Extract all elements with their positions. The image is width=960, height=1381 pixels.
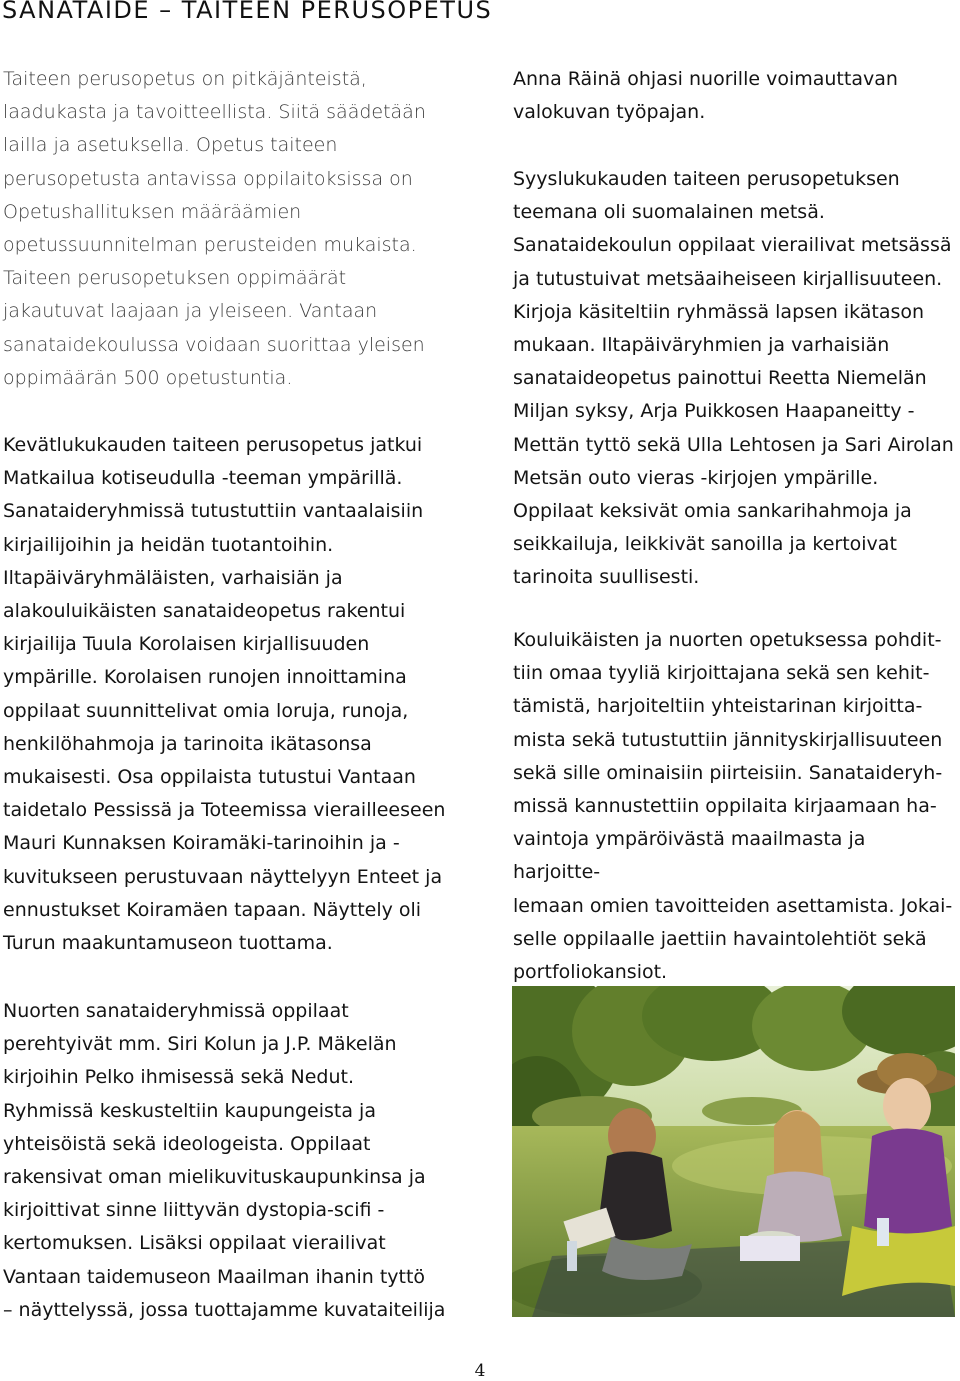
school-age-paragraph: Kouluikäisten ja nuorten opetuksessa pohdit- tiin omaa tyyliä kirjoittajana sekä sen kehit- tämistä, harjoiteltiin yhteistarinan kirjoitta- mista sekä tutustuttiin jännityskirjallisuuteen sekä sille ominaisiin piirteisiin. Sanataideryh- missä kannustettiin oppilaita kirjaamaan ha- vaintoja ympäröivästä maailmasta ja harjoitte- lemaan omien tavoitteiden asettamista. Jokai- selle oppilaalle jaettiin havaintolehtiöt sekä portfoliokansiot. <box>513 629 953 984</box>
page-heading: SANATAIDE – TAITEEN PERUSOPETUS <box>2 0 493 24</box>
photo-workshop-paragraph: Anna Räinä ohjasi nuorille voimauttavan valokuvan työpajan. <box>513 68 898 124</box>
autumn-term-paragraph: Syyslukukauden taiteen perusopetuksen teemana oli suomalainen metsä. Sanataidekoulun oppilaat vierailivat metsässä ja tutustuivat metsäaiheiseen kirjallisuuteen. Kirjoja käsiteltiin ryhmässä lapsen ikätason mukaan. Iltapäiväryhmien ja varhaisiän sanataideopetus painottui Reetta Niemelän Miljan syksy, Arja Puikkosen Haapaneitty - Mettän tyttö sekä Ulla Lehtosen ja Sari Airolan Metsän outo vieras -kirjojen ympärille. Oppilaat keksivät omia sankarihahmoja ja seikkailuja, leikkivät sanoilla ja kertoivat tarinoita suullisesti. <box>513 168 954 589</box>
intro-paragraph: Taiteen perusopetus on pitkäjänteistä, laadukasta ja tavoitteellista. Siitä säädetään lailla ja asetuksella. Opetus taiteen perusopetusta antavissa oppilaitoksissa on Opetushallituksen määräämien opetussuunnitelman perusteiden mukaista. Taiteen perusopetuksen oppimäärät jakautuvat laajaan ja yleiseen. Vantaan sanataidekoulussa voidaan suorittaa yleisen oppimäärän 500 opetustuntia. <box>3 68 426 389</box>
spring-term-paragraph: Kevätlukukauden taiteen perusopetus jatkui Matkailua kotiseudulla -teeman ympärillä. Sanataideryhmissä tutustuttiin vantaalaisiin kirjailijoihin ja heidän tuotantoihin. Iltapäiväryhmäläisten, varhaisiän ja alakouluikäisten sanataideopetus rakentui kirjailija Tuula Korolaisen kirjallisuuden ympärille. Korolaisen runojen innoittamina oppilaat suunnittelivat omia loruja, runoja, henkilöhahmoja ja tarinoita ikätasonsa mukaisesti. Osa oppilaista tutustui Vantaan taidetalo Pessissä ja Toteemissa vierailleeseen Mauri Kunnaksen Koiramäki-tarinoihin ja - kuvitukseen perustuvaan näyttelyyn Enteet ja ennustukset Koiramäen tapaan. Näyttely oli Turun maakuntamuseon tuottama. <box>3 434 446 955</box>
students-in-park-photo <box>512 986 955 1317</box>
youth-groups-paragraph: Nuorten sanataideryhmissä oppilaat perehtyivät mm. Siri Kolun ja J.P. Mäkelän kirjoihin Pelko ihmisessä sekä Nedut. Ryhmissä keskusteltiin kaupungeista ja yhteisöistä sekä ideologeista. Oppilaat rakensivat oman mielikuvituskaupunkinsa ja kirjoittivat sinne liittyvän dystopia-scifi - kertomuksen. Lisäksi oppilaat vierailivat Vantaan taidemuseon Maailman ihanin tyttö – näyttelyssä, jossa tuottajamme kuvataiteilija <box>3 1000 446 1321</box>
page-number: 4 <box>474 1361 486 1381</box>
